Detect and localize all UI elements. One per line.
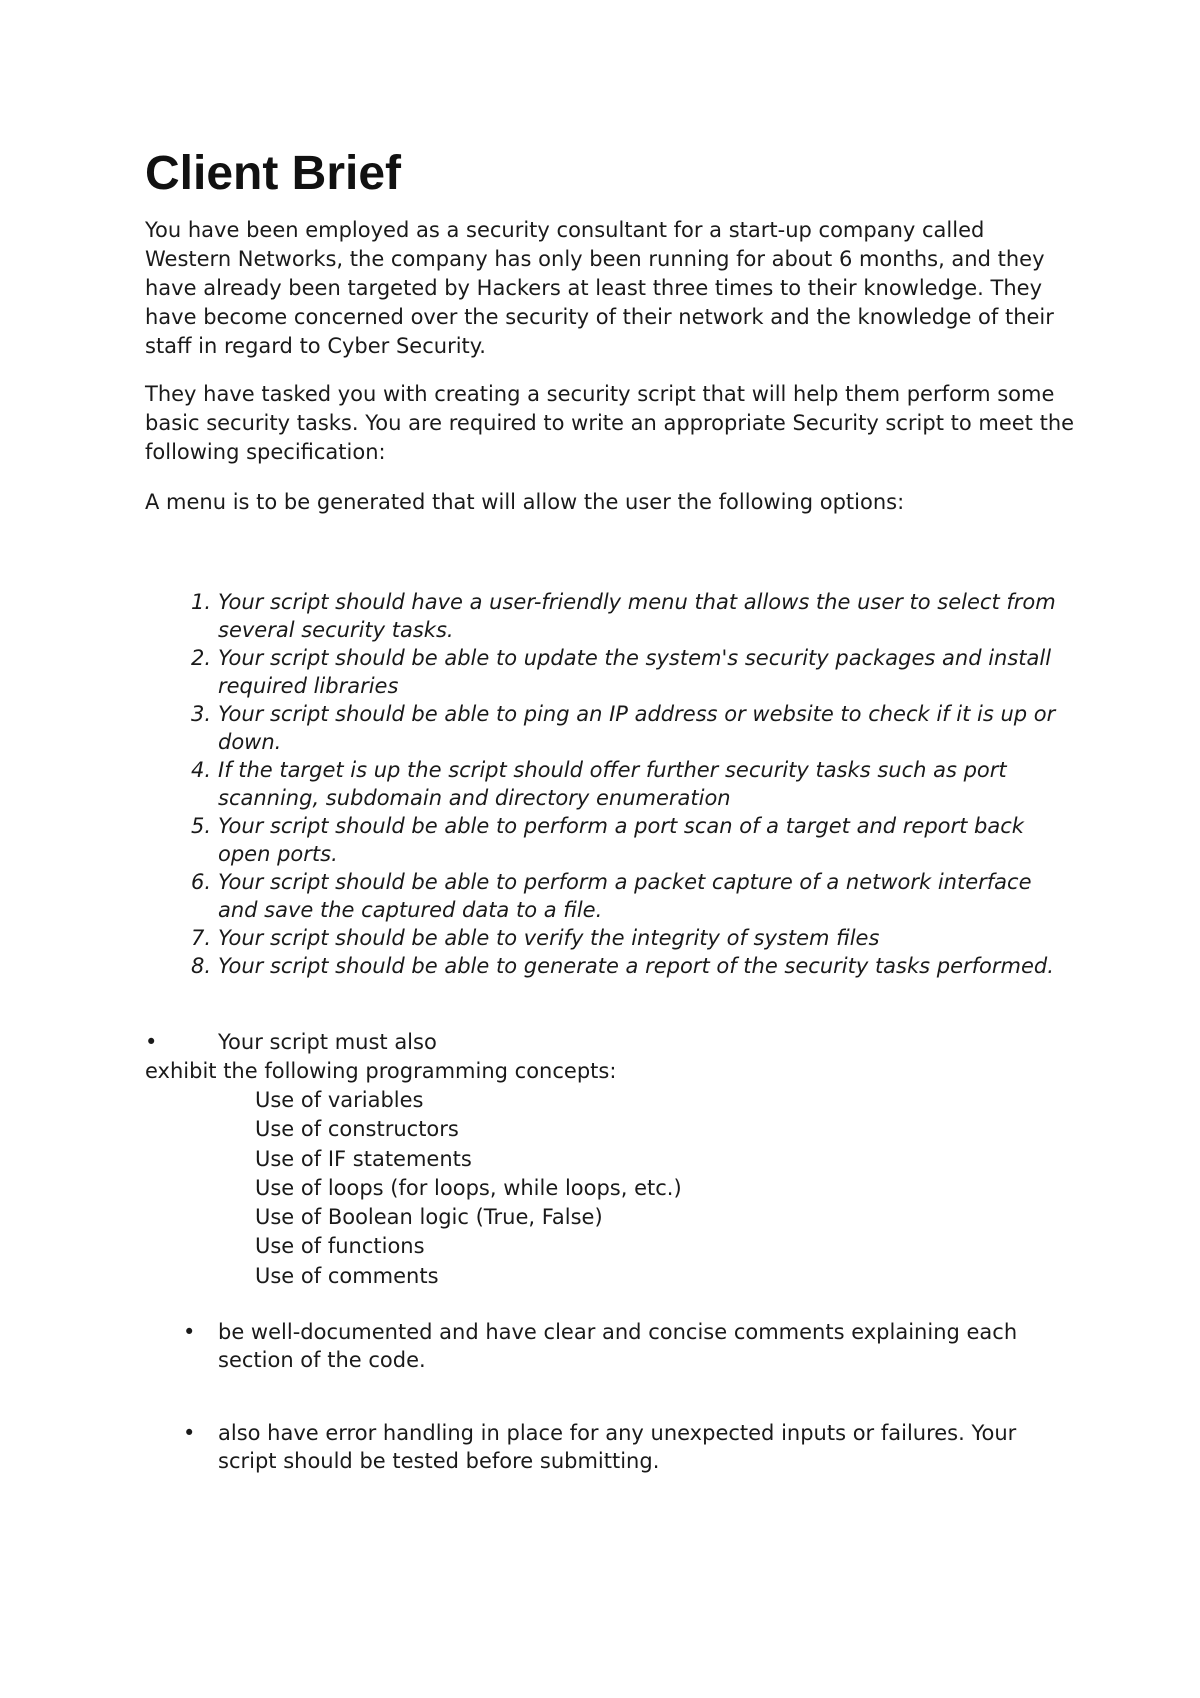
bullet-icon: • <box>145 1030 158 1054</box>
concept-item: Use of functions <box>255 1234 425 1259</box>
concepts-intro-line2: exhibit the following programming concepts: <box>145 1059 617 1083</box>
concept-item: Use of loops (for loops, while loops, etc.) <box>255 1175 682 1200</box>
list-number: 8. <box>190 954 211 978</box>
list-item <box>145 1419 1075 1475</box>
concept-item: Use of variables <box>255 1088 424 1112</box>
list-item <box>145 1318 1075 1374</box>
task-paragraph: They have tasked you with creating a security script that will help them perform some basic security tasks. You are required to write an appropriate Security script to meet the following specification: <box>145 382 1075 464</box>
list-number: 5. <box>190 814 211 838</box>
list-item <box>145 756 1075 812</box>
list-item-text: Your script should be able to perform a port scan of a target and report back open ports. <box>218 814 1024 866</box>
list-item-text: Your script should be able to ping an IP address or website to check if it is up or down. <box>218 702 1056 754</box>
error-handling-bullet <box>145 1419 1075 1475</box>
list-item-text: If the target is up the script should offer further security tasks such as port scanning, subdomain and directory enumeration <box>218 758 1007 810</box>
list-item <box>145 644 1075 700</box>
list-item-text: be well-documented and have clear and concise comments explaining each section of the code. <box>218 1320 1018 1372</box>
list-item <box>145 952 1075 980</box>
requirements-list <box>145 588 1075 980</box>
list-item-text: Your script should be able to update the system's security packages and install required libraries <box>218 646 1052 698</box>
list-number: 6. <box>190 870 211 894</box>
list-item-text: Your script should be able to verify the integrity of system files <box>218 926 880 950</box>
list-number: 3. <box>190 702 211 726</box>
list-item-text: Your script should have a user-friendly menu that allows the user to select from several security tasks. <box>218 590 1056 642</box>
list-number: 7. <box>190 926 211 950</box>
list-item <box>145 924 1075 952</box>
list-item-text: also have error handling in place for any unexpected inputs or failures. Your script should be tested before submitting. <box>218 1421 1017 1473</box>
concept-item: Use of constructors <box>255 1117 459 1142</box>
list-item <box>145 812 1075 868</box>
list-number: 4. <box>190 758 211 782</box>
list-item <box>145 868 1075 924</box>
bullet-icon: • <box>183 1320 196 1344</box>
menu-paragraph: A menu is to be generated that will allow the user the following options: <box>145 490 905 514</box>
list-number: 1. <box>190 590 211 614</box>
list-number: 2. <box>190 646 211 670</box>
concepts-intro <box>145 1028 1075 1086</box>
list-item-text: Your script should be able to perform a packet capture of a network interface and save the captured data to a file. <box>218 870 1032 922</box>
bullet-icon: • <box>183 1421 196 1445</box>
concepts-list <box>255 1086 682 1291</box>
concept-item: Use of comments <box>255 1263 439 1288</box>
list-item-text: Your script should be able to generate a report of the security tasks performed. <box>218 954 1054 978</box>
concept-item: Use of IF statements <box>255 1146 472 1171</box>
documentation-bullet <box>145 1318 1075 1374</box>
list-item <box>145 700 1075 756</box>
intro-paragraph: You have been employed as a security consultant for a start-up company called Western Networks, the company has only been running for about 6 months, and they have already been targeted by Hackers at least three times to their knowledge. They have become concerned over the security of their network and the knowledge of their staff in regard to Cyber Security. <box>145 218 1054 358</box>
concepts-intro-line1: Your script must also <box>218 1030 437 1054</box>
list-item <box>145 588 1075 644</box>
page-title: Client Brief <box>145 147 402 200</box>
concept-item: Use of Boolean logic (True, False) <box>255 1205 603 1230</box>
